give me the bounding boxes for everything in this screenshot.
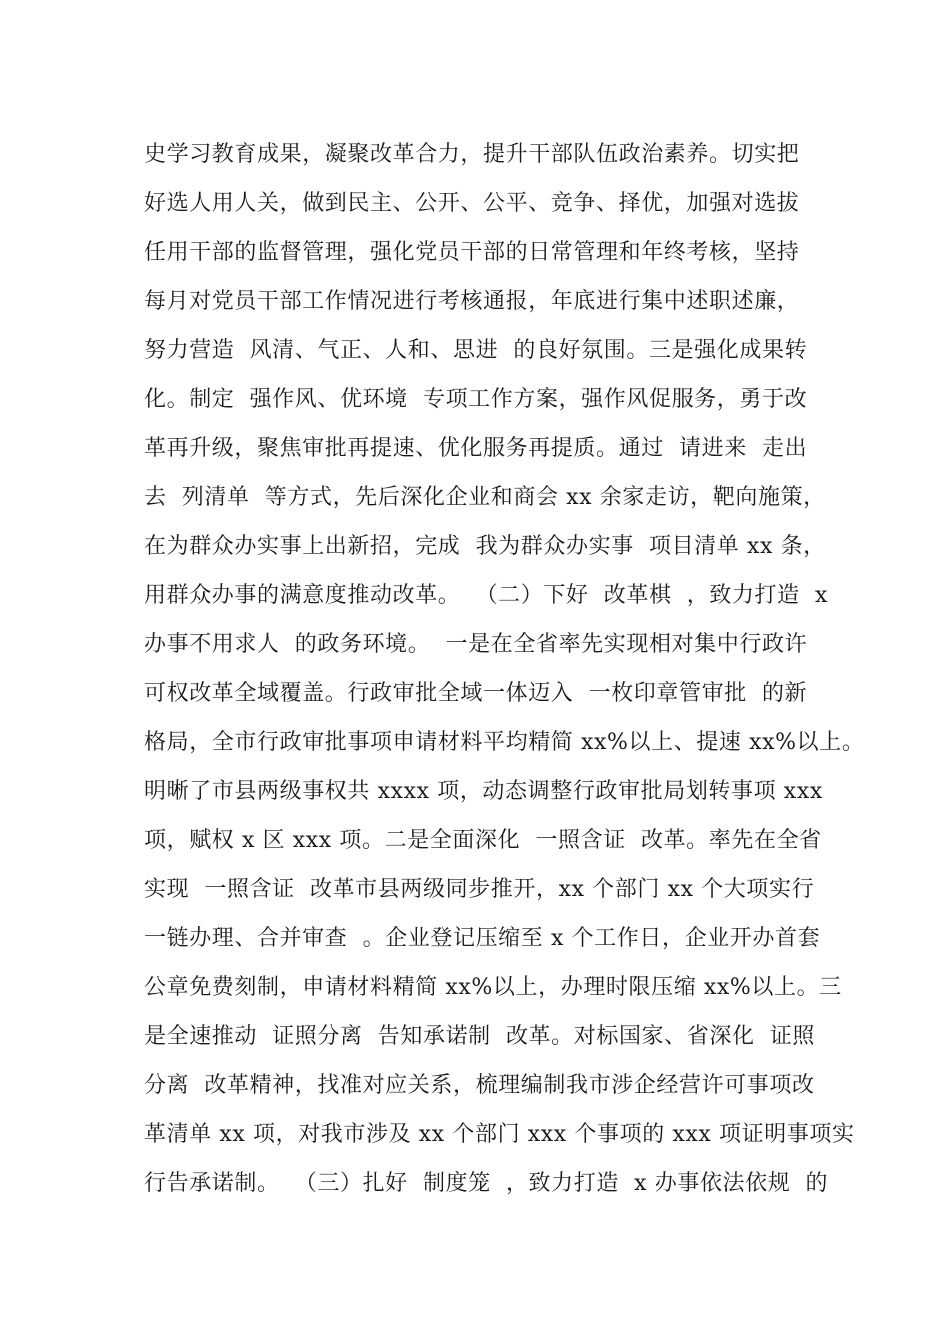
text-line: 好选人用人关，做到民主、公开、公平、竞争、择优，加强对选拔 <box>144 191 800 216</box>
text-line: 行告承诺制。 （三）扎好 制度笼 ，致力打造 x 办事依法依规 的 <box>144 1171 829 1196</box>
text-line: 格局，全市行政审批事项申请材料平均精简 xx%以上、提速 xx%以上。 <box>144 730 865 755</box>
text-line: 实现 一照含证 改革市县两级同步推开，xx 个部门 xx 个大项实行 <box>144 877 815 902</box>
text-line: 在为群众办实事上出新招，完成 我为群众办实事 项目清单 xx 条， <box>144 534 826 559</box>
text-line: 史学习教育成果，凝聚改革合力，提升干部队伍政治素养。切实把 <box>144 142 800 167</box>
text-line: 分离 改革精神，找准对应关系，梳理编制我市涉企经营许可事项改 <box>144 1073 815 1098</box>
text-line: 革清单 xx 项，对我市涉及 xx 个部门 xxx 个事项的 xxx 项证明事项实 <box>144 1122 855 1147</box>
body-text <box>144 130 865 1208</box>
text-line: 项，赋权 x 区 xxx 项。二是全面深化 一照含证 改革。率先在全省 <box>144 828 822 853</box>
text-line: 每月对党员干部工作情况进行考核通报，年底进行集中述职述廉， <box>144 289 800 314</box>
text-line: 可权改革全域覆盖。行政审批全域一体迈入 一枚印章管审批 的新 <box>144 681 808 706</box>
text-line: 革再升级，聚焦审批再提速、优化服务再提质。通过 请进来 走出 <box>144 436 808 461</box>
text-line: 用群众办事的满意度推动改革。 （二）下好 改革棋 ，致力打造 x <box>144 583 828 608</box>
text-line: 化。制定 强作风、优环境 专项工作方案，强作风促服务，勇于改 <box>144 387 808 412</box>
text-line: 一链办理、合并审查 。企业登记压缩至 x 个工作日，企业开办首套 <box>144 926 821 951</box>
text-line: 任用干部的监督管理，强化党员干部的日常管理和年终考核，坚持 <box>144 240 800 265</box>
text-line: 是全速推动 证照分离 告知承诺制 改革。对标国家、省深化 证照 <box>144 1024 815 1049</box>
text-line: 公章免费刻制，申请材料精简 xx%以上，办理时限压缩 xx%以上。三 <box>144 975 842 1000</box>
text-line: 努力营造 风清、气正、人和、思进 的良好氛围。三是强化成果转 <box>144 338 808 363</box>
text-line: 办事不用求人 的政务环境。 一是在全省率先实现相对集中行政许 <box>144 632 808 657</box>
text-line: 明晰了市县两级事权共 xxxx 项，动态调整行政审批局划转事项 xxx <box>144 779 823 804</box>
text-line: 去 列清单 等方式，先后深化企业和商会 xx 余家走访，靶向施策， <box>144 485 826 510</box>
